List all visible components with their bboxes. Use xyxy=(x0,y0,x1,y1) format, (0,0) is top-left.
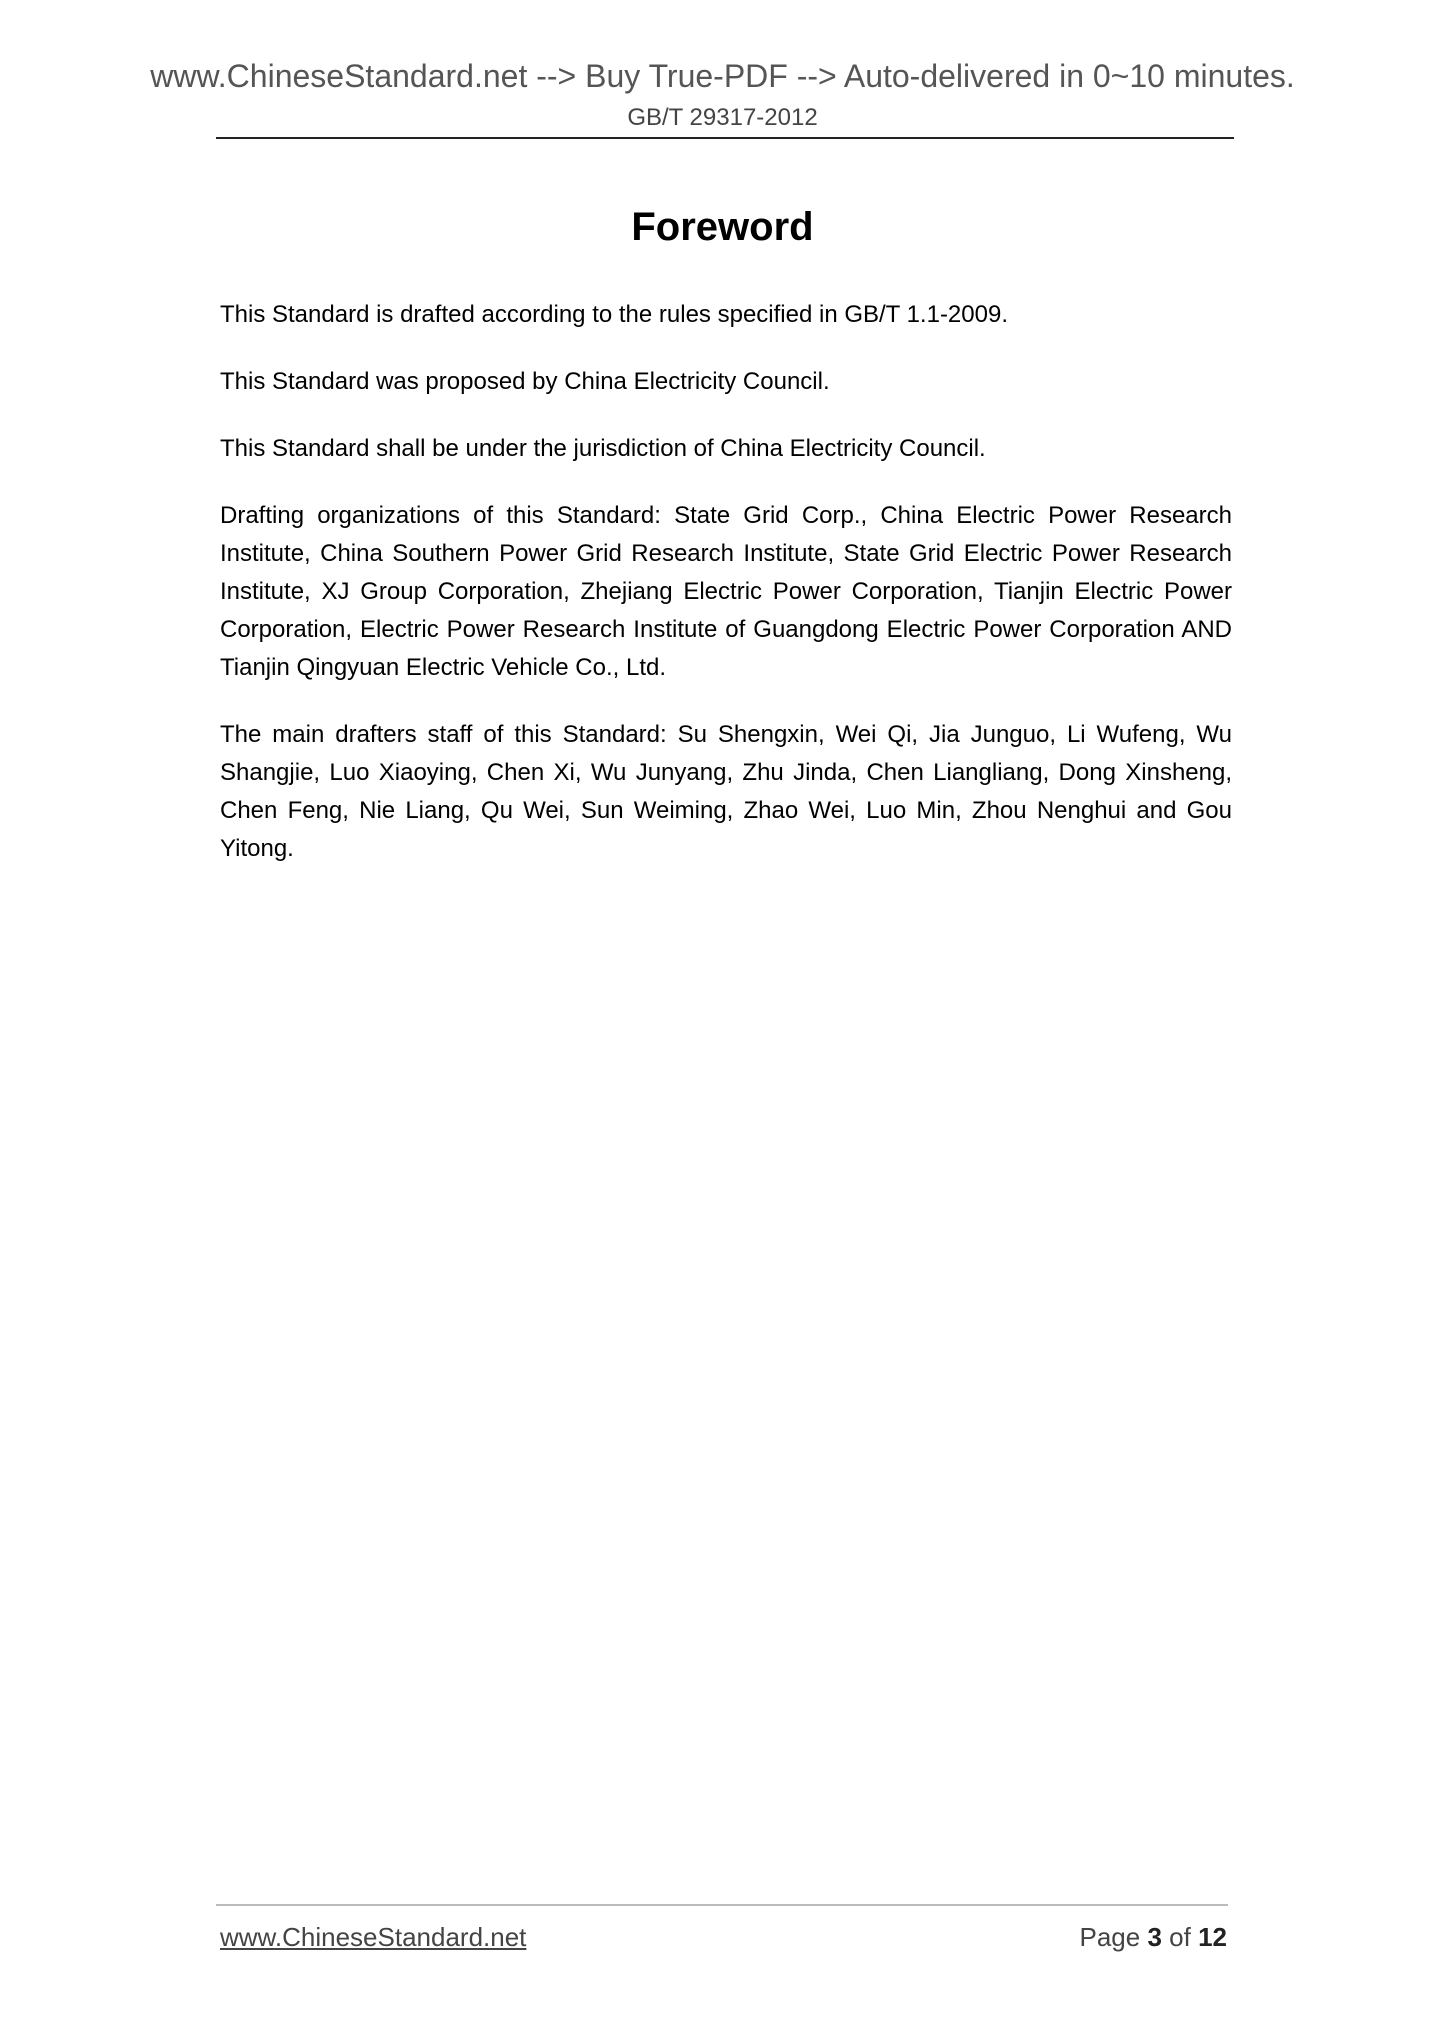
paragraph-proposed-by: This Standard was proposed by China Electricity Council. xyxy=(220,368,830,395)
page-prefix: Page xyxy=(1079,1922,1141,1952)
paragraph-drafting-organizations: Drafting organizations of this Standard: State Grid Corp., China Electric Power Research Institute, China Southern Power Grid Research Institute, State Grid Electric Power Research Institute, XJ Group Corporation, Zhejiang Electric Power Corporation, Tianjin Electric Power Corporation, Electric Power Research Institute of Guangdong Electric Power Corporation AND Tianjin Qingyuan Electric Vehicle Co., Ltd. xyxy=(220,502,1232,681)
header-divider xyxy=(216,137,1234,139)
document-body xyxy=(220,296,1232,897)
page-title: Foreword xyxy=(631,205,814,249)
standard-code: GB/T 29317-2012 xyxy=(627,104,818,131)
paragraph-main-drafters: The main drafters staff of this Standard: Su Shengxin, Wei Qi, Jia Junguo, Li Wufeng, Wu Shangjie, Luo Xiaoying, Chen Xi, Wu Junyang, Zhu Jinda, Chen Liangliang, Dong Xinsheng, Chen Feng, Nie Liang, Qu Wei, Sun Weiming, Zhao Wei, Luo Min, Zhou Nenghui and Gou Yitong. xyxy=(220,721,1232,862)
paragraph-jurisdiction: This Standard shall be under the jurisdiction of China Electricity Council. xyxy=(220,435,986,462)
page-number xyxy=(1079,1922,1227,1953)
footer-website-link[interactable]: www.ChineseStandard.net xyxy=(220,1922,527,1952)
page-total: 12 xyxy=(1198,1922,1227,1952)
page-current: 3 xyxy=(1147,1922,1162,1952)
footer-divider xyxy=(216,1904,1228,1906)
page-of: of xyxy=(1169,1922,1191,1952)
paragraph-drafting-rules: This Standard is drafted according to the rules specified in GB/T 1.1-2009. xyxy=(220,301,1008,328)
header-banner: www.ChineseStandard.net --> Buy True-PDF --> Auto-delivered in 0~10 minutes. xyxy=(150,58,1295,94)
